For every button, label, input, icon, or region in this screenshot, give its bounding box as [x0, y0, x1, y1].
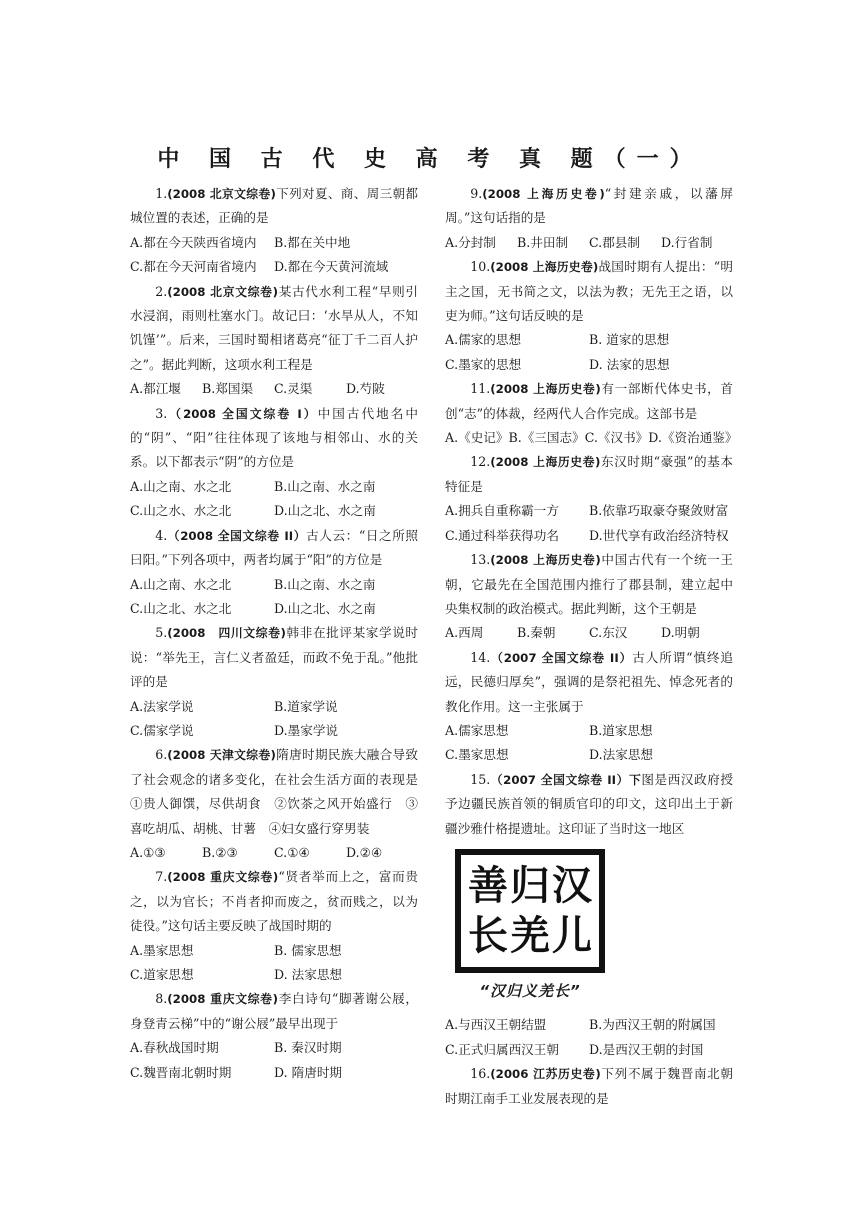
option-b: B. 道家的思想 [589, 332, 670, 348]
option-d: D.山之北、水之南 [274, 600, 376, 616]
question-number: 15. [470, 771, 491, 787]
question-number: 5. [155, 625, 168, 641]
option-c: C.墨家思想 [445, 747, 509, 763]
seal-figure [455, 849, 621, 1003]
options [130, 573, 418, 597]
question-number: 16. [470, 1066, 491, 1082]
option-b: B.山之南、水之南 [274, 576, 376, 592]
option-c: C.都在今天河南省境内 [130, 259, 257, 275]
seal-char: 归 [510, 861, 550, 909]
question-stem: 下列对夏、商、周三朝都城位置的表述，正确的是 [130, 186, 419, 226]
option-d: D.芍陂 [346, 381, 385, 397]
option-d: D.都在今天黄河流域 [274, 259, 389, 275]
question-number: 14. [470, 649, 491, 665]
seal-caption: “汉归义羌长” [479, 981, 581, 1000]
question-stem: 李白诗句“脚著谢公屐，身登青云梯”中的“谢公屐”最早出现于 [130, 991, 418, 1031]
option-c: C.山之北、水之北 [130, 600, 232, 616]
option-d: D. 法家的思想 [589, 356, 670, 372]
question-14 [445, 646, 733, 768]
question-source: (2008 重庆文综卷) [167, 870, 279, 885]
question-stem: 有一部断代体史书，首创“志”的体裁，经两代人合作完成。这部书是 [445, 381, 733, 421]
option-d: D. 隋唐时期 [274, 1064, 343, 1080]
question-source: (2008 上海历史卷) [482, 187, 605, 201]
question-11 [445, 377, 738, 450]
option-d: D.法家思想 [589, 747, 654, 763]
question-number: 6. [155, 747, 168, 763]
option-b: B.井田制 [517, 234, 569, 250]
options [130, 1036, 418, 1060]
options [130, 597, 418, 621]
option-b: B.道家思想 [589, 722, 653, 738]
option-c: C.道家思想 [130, 967, 194, 982]
option-a: A.墨家思想 [130, 942, 194, 958]
option-d: D.是西汉王朝的封国 [589, 1041, 704, 1057]
option-a: A.都在今天陕西省境内 [130, 234, 257, 250]
options [445, 719, 733, 743]
question-source: (2008 上海历史卷) [490, 260, 599, 275]
options [445, 328, 733, 352]
seal-char: 羌 [510, 911, 550, 959]
option-c: C.儒家学说 [130, 722, 194, 738]
option-b: B.山之南、水之南 [274, 478, 376, 494]
question-10 [445, 255, 733, 377]
options [445, 353, 733, 377]
option-a: A.与西汉王朝结盟 [445, 1017, 547, 1033]
options [445, 743, 733, 767]
question-stem: 某古代水利工程“早则引水浸润，雨则杜塞水门。故记曰：‘水旱从人，不知饥馑’”。后来，三国时蜀相诸葛亮“征丁千二百人护之”。据此判断，这项水利工程是 [130, 283, 418, 372]
options [130, 231, 418, 255]
option-a: A.①③ [130, 844, 166, 860]
option-a: A.儒家思想 [445, 722, 509, 738]
option-d: D.山之北、水之南 [274, 503, 376, 519]
question-stem: 东汉时期“豪强”的基本特征是 [445, 454, 733, 494]
question-number: 1. [155, 186, 168, 201]
option-c: C.郡县制 [589, 234, 640, 250]
option-c: C.魏晋南北朝时期 [130, 1064, 232, 1080]
question-number: 10. [470, 259, 491, 275]
question-4 [130, 524, 418, 622]
seal-char: 长 [468, 911, 508, 959]
question-1 [130, 182, 418, 280]
question-2 [130, 280, 418, 402]
question-source: (2008 天津文综卷) [167, 748, 276, 763]
options [130, 475, 418, 499]
question-source: (2008 重庆文综卷) [167, 992, 279, 1007]
option-a: A.拥兵自重称霸一方 [445, 503, 559, 519]
question-13 [445, 548, 733, 646]
question-stem: “贤者举而上之，富而贵之，以为官长；不肖者抑而废之，贫而贱之，以为徒役。”这句话主要反映了战国时期的 [130, 869, 418, 934]
question-number: 11. [470, 381, 491, 397]
options [130, 939, 418, 963]
question-stem: 韩非在批评某家学说时说：“举先王，言仁义者盈廷，而政不免于乱。”他批评的是 [130, 625, 418, 690]
question-source: (2008 北京文综卷) [167, 187, 276, 201]
question-source: （2008 全国文综卷 II） [167, 528, 307, 543]
option-d: D.行省制 [661, 234, 713, 250]
options [445, 524, 733, 548]
option-c: C.山之水、水之北 [130, 503, 232, 519]
seal-stamp-image [455, 849, 605, 973]
option-a: A.分封制 [445, 234, 496, 250]
question-number: 3. [155, 405, 168, 421]
seal-char: 汉 [552, 861, 592, 909]
question-stem: 战国时期有人提出：“明主之国，无书简之文，以法为教；无先王之语，以吏为师。”这句话反映的是 [445, 259, 733, 324]
question-source: (2008 四川文综卷) [167, 626, 286, 641]
question-9 [445, 182, 733, 255]
option-b: B.为西汉王朝的附属国 [589, 1017, 716, 1033]
option-a: A.西周 [445, 625, 484, 641]
option-b: B.②③ [202, 844, 238, 860]
question-stem: 隋唐时期民族大融合导致了社会观念的诸多变化，在社会生活方面的表现是 ①贵人御馔，尽供胡食 ②饮茶之风开始盛行 ③喜吃胡瓜、胡桃、甘薯 ④妇女盛行穿男装 [130, 747, 431, 836]
option-c: C.①④ [274, 844, 310, 860]
question-source: （2007 全国文综卷 II） [490, 650, 633, 665]
seal-char: 儿 [552, 911, 592, 959]
option-b: B.郑国渠 [202, 381, 254, 397]
question-number: 2. [155, 283, 168, 299]
option-b: B.秦朝 [517, 625, 556, 641]
question-16 [445, 1062, 733, 1111]
option-a: A.春秋战国时期 [130, 1040, 219, 1056]
question-15 [445, 768, 733, 1062]
question-stem: 下列不属于魏晋南北朝时期江南手工业发展表现的是 [445, 1066, 733, 1106]
options [445, 1013, 733, 1037]
option-a: A.山之南、水之北 [130, 478, 232, 494]
option-b: B. 儒家思想 [274, 942, 342, 958]
question-stem: 中国古代地名中的“阴”、“阳”往往体现了该地与相邻山、水的关系。以下都表示“阴”的方位是 [130, 405, 419, 470]
option-c: C.东汉 [589, 625, 628, 641]
option-d: D.②④ [346, 844, 383, 860]
options [130, 841, 418, 865]
question-number: 7. [155, 869, 168, 885]
options [130, 719, 418, 743]
option-d: D.墨家学说 [274, 722, 339, 738]
question-6 [130, 743, 431, 865]
options [130, 255, 418, 279]
option-d: D.明朝 [661, 625, 700, 641]
question-number: 9. [470, 186, 483, 201]
seal-char: 善 [468, 861, 508, 909]
question-stem: 古人所谓“慎终追远，民德归厚矣”，强调的是祭祀祖先、悼念死者的教化作用。这一主张属于 [445, 649, 733, 714]
options [130, 499, 418, 523]
question-source: (2008 上海历史卷) [490, 553, 601, 568]
page-title: 中 国 古 代 史 高 考 真 题（一） [157, 147, 703, 172]
options [445, 499, 733, 523]
option-b: B.依靠巧取豪夺聚敛财富 [589, 503, 729, 519]
options [130, 1061, 418, 1085]
options [445, 1038, 733, 1062]
option-d: D. 法家思想 [274, 967, 343, 982]
option-a: A.法家学说 [130, 698, 194, 714]
question-source: (2008 上海历史卷) [490, 382, 601, 397]
question-source: (2008 北京文综卷) [167, 284, 279, 299]
options [130, 963, 418, 987]
option-c: C.通过科举获得功名 [445, 527, 559, 543]
question-source: （2008 全国文综卷 I） [167, 406, 318, 421]
option-b: B.道家学说 [274, 698, 338, 714]
question-5 [130, 621, 418, 743]
option-a: A.都江堰 [130, 381, 181, 397]
right-column [445, 182, 738, 1111]
option-b: B. 秦汉时期 [274, 1040, 342, 1056]
question-12 [445, 450, 733, 548]
options [130, 377, 418, 401]
question-stem: 图是西汉政府授予边疆民族首领的铜质官印的印文，这印出土于新疆沙雅什格提遗址。这印证了当时这一地区 [445, 771, 734, 836]
options [130, 695, 418, 719]
option-d: D.世代享有政治经济特权 [589, 527, 729, 543]
question-number: 13. [470, 552, 491, 568]
question-stem: 古人云：“日之所照曰阳。”下列各项中，两者均属于“阳”的方位是 [130, 527, 418, 568]
options [445, 426, 738, 450]
question-source: (2008 上海历史卷) [490, 455, 601, 470]
question-7 [130, 865, 418, 987]
question-number: 8. [155, 991, 168, 1007]
option-c: C.灵渠 [274, 381, 313, 397]
option-line: A.《史记》B.《三国志》C.《汉书》D.《资治通鉴》 [445, 430, 738, 446]
question-source: (2006 江苏历史卷) [490, 1067, 601, 1082]
question-number: 4. [155, 527, 168, 543]
question-stem: “封建亲戚，以藩屏周。”这句话指的是 [445, 186, 733, 226]
question-8 [130, 987, 418, 1085]
option-c: C.墨家的思想 [445, 356, 522, 372]
option-c: C.正式归属西汉王朝 [445, 1041, 559, 1057]
option-b: B.都在关中地 [274, 234, 351, 250]
question-source: （2007 全国文综卷 II）下 [490, 772, 642, 787]
question-3 [130, 402, 418, 524]
options [445, 621, 733, 645]
option-a: A.山之南、水之北 [130, 576, 232, 592]
question-number: 12. [470, 454, 491, 470]
question-stem: 中国古代有一个统一王朝，它最先在全国范围内推行了郡县制，建立起中央集权制的政治模式。据此判断，这个王朝是 [445, 552, 733, 616]
options [445, 231, 733, 255]
left-column [130, 182, 431, 1085]
option-a: A.儒家的思想 [445, 332, 522, 348]
